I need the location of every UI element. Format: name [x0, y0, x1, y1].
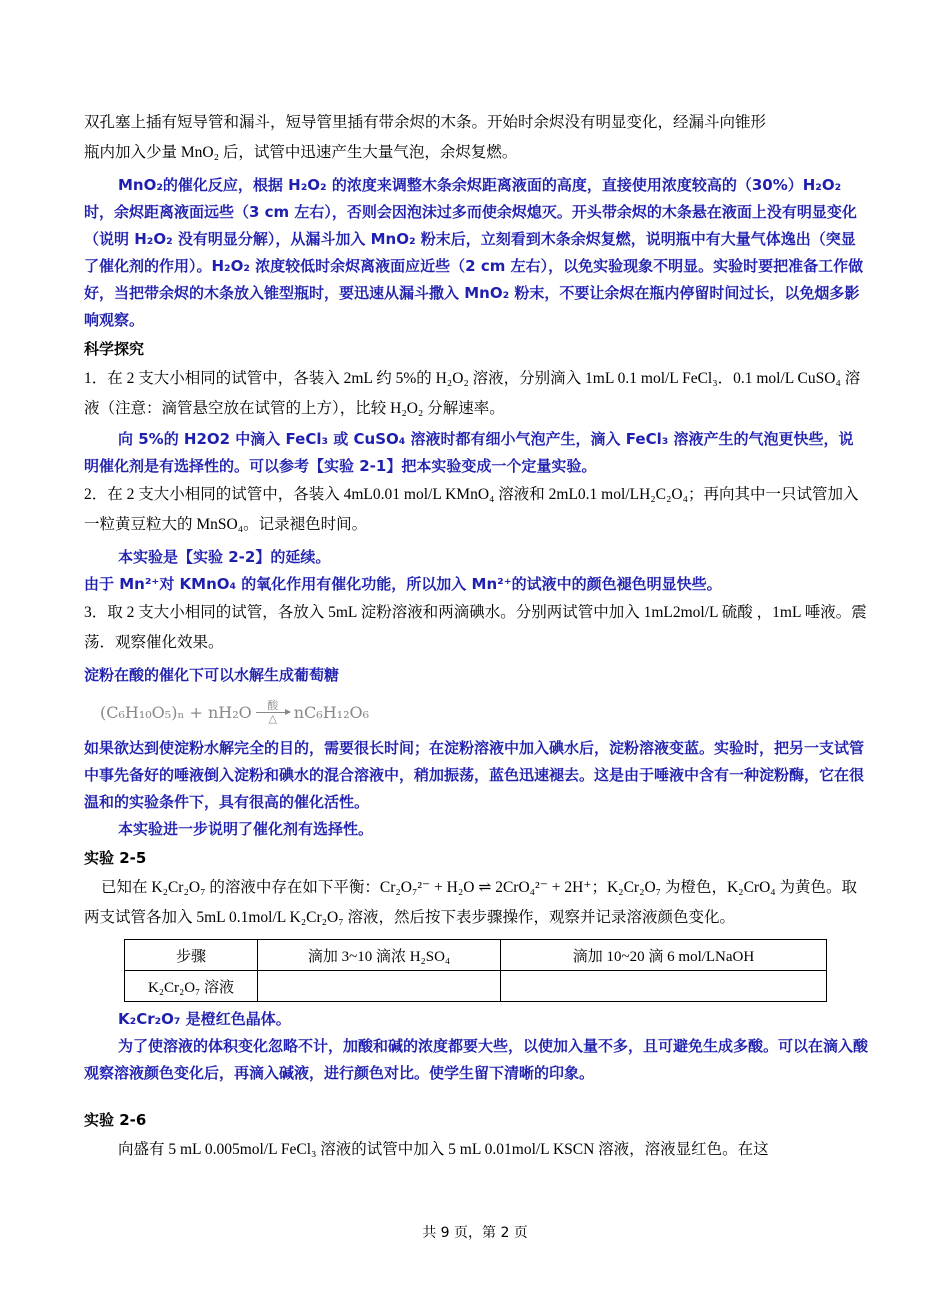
table-header-base: 滴加 10~20 滴 6 mol/LNaOH	[501, 940, 827, 971]
intro-line-1: 双孔塞上插有短导管和漏斗，短导管里插有带余烬的木条。开始时余烬没有明显变化，经漏斗向锥形	[84, 114, 767, 131]
table-cell-empty	[501, 971, 827, 1002]
reaction-arrow	[256, 700, 290, 725]
teacher-note-mno2: MnO₂的催化反应，根据 H₂O₂ 的浓度来调整木条余烬距离液面的高度，直接使用浓度较高的（30%）H₂O₂时，余烬距离液面远些（3 cm 左右），否则会因泡沫过多而使余烬熄灭。开头带余烬的木条悬在液面上没有明显变化（说明 H₂O₂ 没有明显分解），从漏斗加入 MnO₂ 粉末后，立刻看到木条余烬复燃，说明瓶中有大量气体逸出（突显了催化剂的作用）。H₂O₂ 浓度较低时余烬离液面应近些（2 cm 左右），以免实验现象不明显。实验时要把准备工作做好，当把带余烬的木条放入锥型瓶时，要迅速从漏斗撒入 MnO₂ 粉末，不要让余烬在瓶内停留时间过长，以免烟多影响观察。	[84, 176, 864, 329]
equation-products: nC₆H₁₂O₆	[293, 702, 370, 722]
table-cell-empty	[258, 971, 501, 1002]
arrow-condition-above: 酸	[267, 698, 279, 712]
experiment-2-5-heading: 实验 2-5	[84, 849, 147, 867]
table-header-steps: 步骤	[125, 940, 258, 971]
teacher-note-continuation: 本实验是【实验 2-2】的延续。	[118, 548, 331, 566]
teacher-note-fecl3: 向 5%的 H2O2 中滴入 FeCl₃ 或 CuSO₄ 溶液时都有细小气泡产生，滴入 FeCl₃ 溶液产生的气泡更快些，说明催化剂是有选择性的。可以参考【实验 2-1】把本实验变成一个定量实验。	[84, 430, 854, 475]
equation-reactants: (C₆H₁₀O₅)ₙ + nH₂O	[100, 702, 252, 722]
science-heading: 科学探究	[84, 340, 145, 358]
science-item-1: 1．在 2 支大小相同的试管中，各装入 2mL 约 5%的 H₂O₂ 溶液，分别滴入 1mL 0.1 mol/L FeCl₃．0.1 mol/L CuSO₄ 溶液（注意：滴管悬空放在试管的上方），比较 H₂O₂ 分解速率。	[84, 370, 861, 417]
teacher-note-saliva: 如果欲达到使淀粉水解完全的目的，需要很长时间；在淀粉溶液中加入碘水后，淀粉溶液变蓝。实验时，把另一支试管中事先备好的唾液倒入淀粉和碘水的混合溶液中，稍加振荡，蓝色迅速褪去。这是由于唾液中含有一种淀粉酶，它在很温和的实验条件下，具有很高的催化活性。	[84, 739, 865, 811]
steps-table	[124, 939, 827, 1002]
intro-line-2: 瓶内加入少量 MnO₂ 后，试管中迅速产生大量气泡，余烬复燃。	[84, 144, 518, 161]
science-item-2: 2．在 2 支大小相同的试管中，各装入 4mL0.01 mol/L KMnO₄ 溶液和 2mL0.1 mol/LH₂C₂O₄；再向其中一只试管加入一粒黄豆粒大的 MnSO₄。记录褪色时间。	[84, 486, 859, 533]
arrow-condition-below: △	[268, 711, 277, 725]
table-row	[125, 971, 827, 1002]
starch-hydrolysis-equation	[100, 695, 868, 729]
teacher-note-selectivity: 本实验进一步说明了催化剂有选择性。	[118, 820, 374, 838]
table-row	[125, 940, 827, 971]
teacher-note-starch: 淀粉在酸的催化下可以水解生成葡萄糖	[84, 666, 340, 684]
table-header-acid: 滴加 3~10 滴浓 H₂SO₄	[258, 940, 501, 971]
table-row-label: K₂Cr₂O₇ 溶液	[125, 971, 258, 1002]
experiment-2-6-heading: 实验 2-6	[84, 1111, 147, 1129]
teacher-note-concentration: 为了使溶液的体积变化忽略不计，加酸和碱的浓度都要大些，以使加入量不多，且可避免生成多酸。可以在滴入酸观察溶液颜色变化后，再滴入碱液，进行颜色对比。使学生留下清晰的印象。	[84, 1037, 869, 1082]
science-item-3: 3．取 2 支大小相同的试管，各放入 5mL 淀粉溶液和两滴碘水。分别两试管中加入 1mL2mol/L 硫酸 ，1mL 唾液。震荡．观察催化效果。	[84, 604, 867, 651]
teacher-note-mn-ion: 由于 Mn²⁺对 KMnO₄ 的氧化作用有催化功能，所以加入 Mn²⁺的试液中的颜色褪色明显快些。	[84, 575, 722, 593]
page-content	[84, 108, 868, 1165]
teacher-note-dichromate: K₂Cr₂O₇ 是橙红色晶体。	[118, 1010, 291, 1028]
page-footer: 共 9 页，第 2 页	[422, 1225, 528, 1241]
experiment-2-6-text: 向盛有 5 mL 0.005mol/L FeCl₃ 溶液的试管中加入 5 mL 0.01mol/L KSCN 溶液，溶液显红色。在这	[118, 1141, 769, 1158]
experiment-2-5-text: 已知在 K₂Cr₂O₇ 的溶液中存在如下平衡：Cr₂O₇²⁻ + H₂O ⇌ 2CrO₄²⁻ + 2H⁺；K₂Cr₂O₇ 为橙色，K₂CrO₄ 为黄色。取两支试管各加入 5mL 0.1mol/L K₂Cr₂O₇ 溶液，然后按下表步骤操作，观察并记录溶液颜色变化。	[84, 879, 858, 926]
